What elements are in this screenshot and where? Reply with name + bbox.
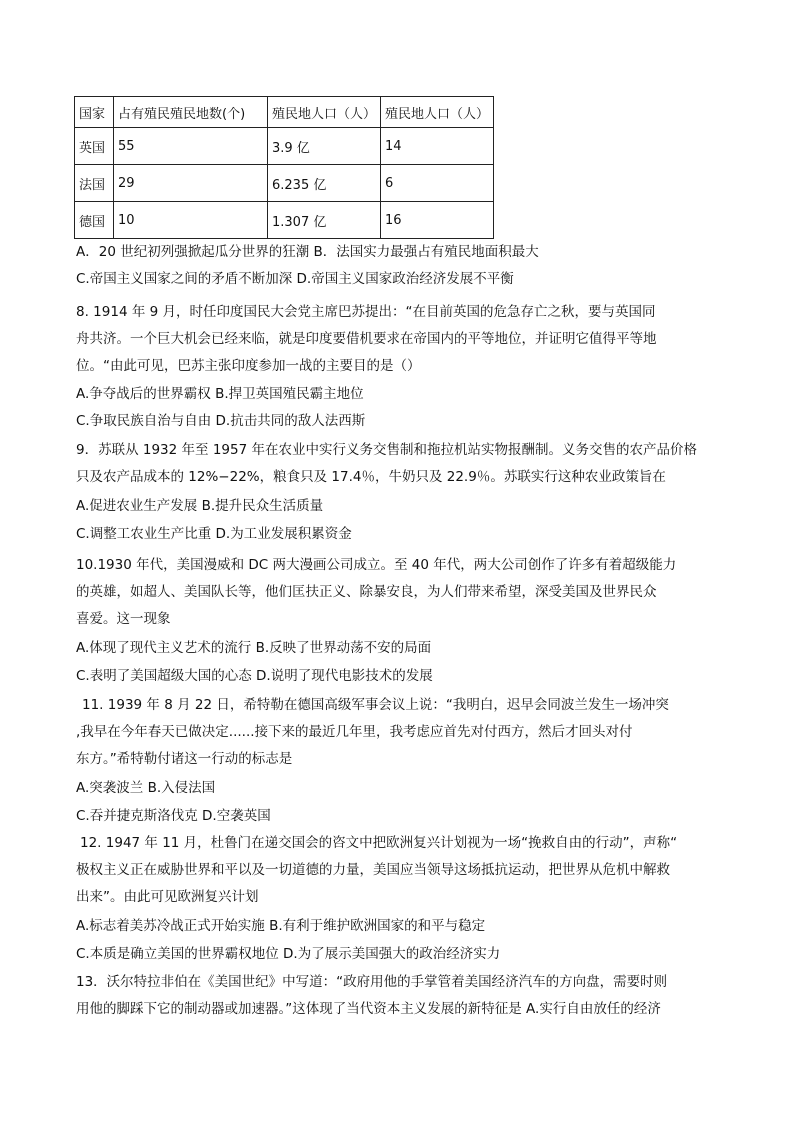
q7-options-ab: A．20 世纪初列强掀起瓜分世界的狂潮 B．法国实力最强占有殖民地面积最大 xyxy=(76,244,539,260)
q12-stem-line3: 出来”。由此可见欧洲复兴计划 xyxy=(76,889,259,905)
table-row xyxy=(75,202,494,239)
cell-country: 英国 xyxy=(75,128,114,165)
q9-options-ab: A.促进农业生产发展 B.提升民众生活质量 xyxy=(76,498,324,514)
q11-stem-line3: 东方。”希特勒付诸这一行动的标志是 xyxy=(76,751,293,767)
header-colony-population: 殖民地人口（人） xyxy=(268,97,381,128)
table-header-row xyxy=(75,97,494,128)
header-country: 国家 xyxy=(75,97,114,128)
q10-stem-line3: 喜爱。这一现象 xyxy=(76,611,171,627)
q12-options-cd: C.本质是确立美国的世界霸权地位 D.为了展示美国强大的政治经济实力 xyxy=(76,946,501,962)
q12-stem-line1: 12. 1947 年 11 月，杜鲁门在递交国会的咨文中把欧洲复兴计划视为一场“挽救自由的行动”，声称“ xyxy=(80,835,678,851)
q8-stem-line2: 舟共济。一个巨大机会已经来临，就是印度要借机要求在帝国内的平等地位，并证明它值得平等地 xyxy=(76,331,657,347)
q12-options-ab: A.标志着美苏冷战正式开始实施 B.有利于维护欧洲国家的和平与稳定 xyxy=(76,918,486,934)
cell-population: 3.9 亿 xyxy=(268,128,381,165)
colony-table xyxy=(74,96,494,239)
header-colony-population-2: 殖民地人口（人） xyxy=(381,97,494,128)
cell-col4: 16 xyxy=(381,202,494,239)
q13-stem-line1: 13．沃尔特拉非伯在《美国世纪》中写道：“政府用他的手掌管着美国经济汽车的方向盘，需要时则 xyxy=(76,974,668,990)
cell-col4: 6 xyxy=(381,165,494,202)
q10-options-cd: C.表明了美国超级大国的心态 D.说明了现代电影技术的发展 xyxy=(76,668,433,684)
q9-stem-line1: 9．苏联从 1932 年至 1957 年在农业中实行义务交售制和拖拉机站实物报酬制。义务交售的农产品价格 xyxy=(76,442,697,458)
q10-stem-line2: 的英雄，如超人、美国队长等，他们匡扶正义、除暴安良，为人们带来希望，深受美国及世界民众 xyxy=(76,584,657,600)
q11-options-ab: A.突袭波兰 B.入侵法国 xyxy=(76,780,216,796)
q11-stem-line2: ,我早在今年春天已做决定......接下来的最近几年里，我考虑应首先对付西方，然后才回头对付 xyxy=(76,724,633,740)
cell-col4: 14 xyxy=(381,128,494,165)
q9-options-cd: C.调整工农业生产比重 D.为工业发展积累资金 xyxy=(76,526,352,542)
q12-stem-line2: 极权主义正在威胁世界和平以及一切道德的力量，美国应当领导这场抵抗运动，把世界从危机中解救 xyxy=(76,862,670,878)
q8-stem-line3: 位。“由此可见，巴苏主张印度参加一战的主要目的是（） xyxy=(76,358,421,374)
table-row xyxy=(75,128,494,165)
q10-stem-line1: 10.1930 年代，美国漫威和 DC 两大漫画公司成立。至 40 年代，两大公司创作了许多有着超级能力 xyxy=(76,557,677,573)
q8-options-cd: C.争取民族自治与自由 D.抗击共同的敌人法西斯 xyxy=(76,413,366,429)
cell-colonies: 55 xyxy=(114,128,268,165)
header-colony-count: 占有殖民殖民地数(个) xyxy=(114,97,268,128)
q9-stem-line2: 只及农产品成本的 12%−22%，粮食只及 17.4％，牛奶只及 22.9％。苏联实行这种农业政策旨在 xyxy=(76,469,666,485)
cell-population: 1.307 亿 xyxy=(268,202,381,239)
q13-stem-line2: 用他的脚踩下它的制动器或加速器。”这体现了当代资本主义发展的新特征是 A.实行自由放任的经济 xyxy=(76,1001,661,1017)
q8-stem-line1: 8. 1914 年 9 月，时任印度国民大会党主席巴苏提出：“在目前英国的危急存亡之秋，要与英国同 xyxy=(76,304,656,320)
q7-options-cd: C.帝国主义国家之间的矛盾不断加深 D.帝国主义国家政治经济发展不平衡 xyxy=(76,271,514,287)
cell-country: 德国 xyxy=(75,202,114,239)
cell-colonies: 29 xyxy=(114,165,268,202)
q8-options-ab: A.争夺战后的世界霸权 B.捍卫英国殖民霸主地位 xyxy=(76,386,364,402)
cell-colonies: 10 xyxy=(114,202,268,239)
table-row xyxy=(75,165,494,202)
q10-options-ab: A.体现了现代主义艺术的流行 B.反映了世界动荡不安的局面 xyxy=(76,640,432,656)
q11-options-cd: C.吞并捷克斯洛伐克 D.空袭英国 xyxy=(76,808,271,824)
cell-population: 6.235 亿 xyxy=(268,165,381,202)
q11-stem-line1: 11. 1939 年 8 月 22 日，希特勒在德国高级军事会议上说：“我明白，迟早会同波兰发生一场冲突 xyxy=(82,697,669,713)
cell-country: 法国 xyxy=(75,165,114,202)
